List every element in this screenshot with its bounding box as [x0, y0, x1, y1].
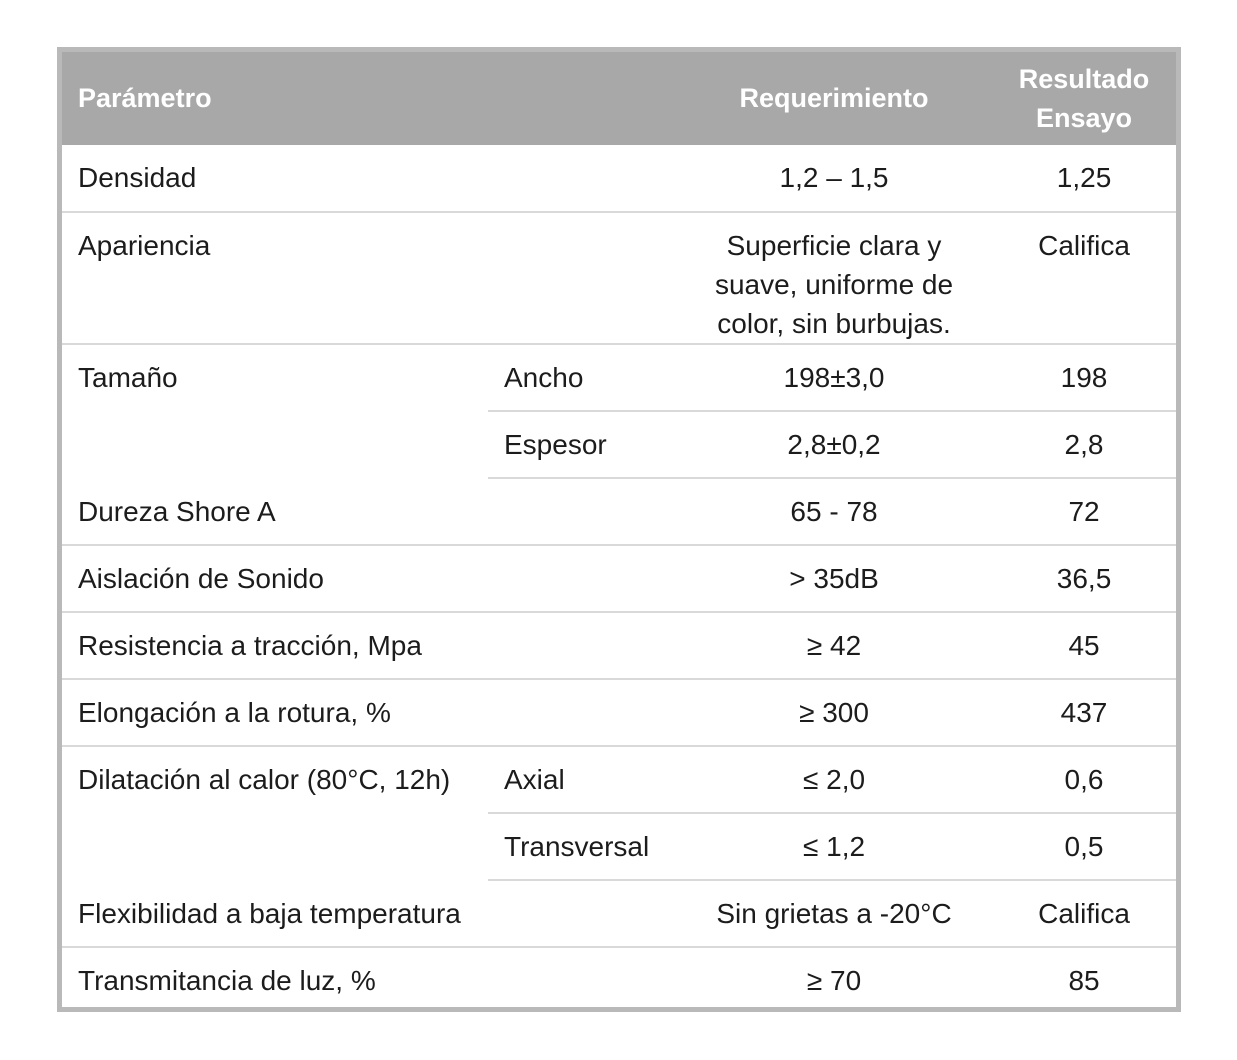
- row-requerimiento: ≤ 2,0: [676, 746, 992, 813]
- spec-table-frame: [57, 47, 1181, 1012]
- row-requerimiento: > 35dB: [676, 545, 992, 612]
- row-resultado: 437: [992, 679, 1176, 746]
- row-sub: [488, 612, 676, 679]
- row-resultado: Califica: [992, 212, 1176, 344]
- row-requerimiento: 198±3,0: [676, 344, 992, 411]
- row-sub: [488, 212, 676, 344]
- table-row: [62, 679, 1176, 746]
- row-sub: Espesor: [488, 411, 676, 478]
- row-sub: [488, 880, 676, 947]
- row-parametro: Densidad: [78, 162, 197, 193]
- row-requerimiento: [676, 212, 992, 344]
- row-sub: [488, 478, 676, 545]
- row-sub: [488, 679, 676, 746]
- table-header-row: [62, 52, 1176, 145]
- table-row: [62, 880, 1176, 947]
- row-sub: [488, 947, 676, 1014]
- row-requerimiento: Sin grietas a -20°C: [676, 880, 992, 947]
- requerimiento-line: color, sin burbujas.: [717, 308, 951, 339]
- row-resultado: 1,25: [1056, 162, 1112, 193]
- table-row: [62, 947, 1176, 1014]
- header-parametro: Parámetro: [78, 83, 212, 113]
- table-row: [62, 612, 1176, 679]
- row-requerimiento: 1,2 – 1,5: [779, 162, 889, 193]
- row-parametro: [62, 813, 488, 880]
- row-parametro: Aislación de Sonido: [62, 545, 488, 612]
- row-resultado: 198: [992, 344, 1176, 411]
- row-resultado: Califica: [992, 880, 1176, 947]
- row-resultado: 0,6: [992, 746, 1176, 813]
- row-sub: [488, 545, 676, 612]
- row-requerimiento: 2,8±0,2: [676, 411, 992, 478]
- row-resultado: 0,5: [992, 813, 1176, 880]
- row-resultado: 2,8: [992, 411, 1176, 478]
- row-resultado: 72: [992, 478, 1176, 545]
- row-requerimiento: ≥ 70: [676, 947, 992, 1014]
- row-requerimiento: ≤ 1,2: [676, 813, 992, 880]
- row-requerimiento: ≥ 300: [676, 679, 992, 746]
- table-row: [62, 212, 1176, 344]
- table-row: [62, 411, 1176, 478]
- row-parametro: Elongación a la rotura, %: [62, 679, 488, 746]
- header-resultado-ensayo: [992, 52, 1176, 145]
- row-sub: Ancho: [488, 344, 676, 411]
- requerimiento-line: suave, uniforme de: [714, 269, 954, 300]
- table-row: [62, 478, 1176, 545]
- header-resultado-line1: Resultado: [1018, 63, 1150, 94]
- row-parametro: Dilatación al calor (80°C, 12h): [62, 746, 488, 813]
- row-requerimiento: ≥ 42: [676, 612, 992, 679]
- row-requerimiento: 65 - 78: [676, 478, 992, 545]
- row-parametro: Apariencia: [62, 212, 488, 344]
- header-resultado-line2: Ensayo: [1035, 102, 1133, 133]
- row-parametro: [62, 411, 488, 478]
- row-resultado: 45: [992, 612, 1176, 679]
- row-parametro: Tamaño: [62, 344, 488, 411]
- requerimiento-line: Superficie clara y: [726, 230, 942, 261]
- specification-table: [62, 52, 1176, 1014]
- row-sub: Axial: [488, 746, 676, 813]
- row-resultado: 85: [992, 947, 1176, 1014]
- table-row: [62, 344, 1176, 411]
- table-row: [62, 545, 1176, 612]
- row-parametro: Dureza Shore A: [78, 496, 276, 527]
- table-row: [62, 746, 1176, 813]
- header-requerimiento: Requerimiento: [739, 83, 929, 113]
- table-row: [62, 813, 1176, 880]
- row-parametro: Resistencia a tracción, Mpa: [62, 612, 488, 679]
- row-parametro: Transmitancia de luz, %: [62, 947, 488, 1014]
- row-sub: Transversal: [488, 813, 676, 880]
- table-row: [62, 145, 1176, 212]
- row-sub: [488, 145, 676, 212]
- row-parametro: Flexibilidad a baja temperatura: [78, 898, 461, 929]
- row-resultado: 36,5: [992, 545, 1176, 612]
